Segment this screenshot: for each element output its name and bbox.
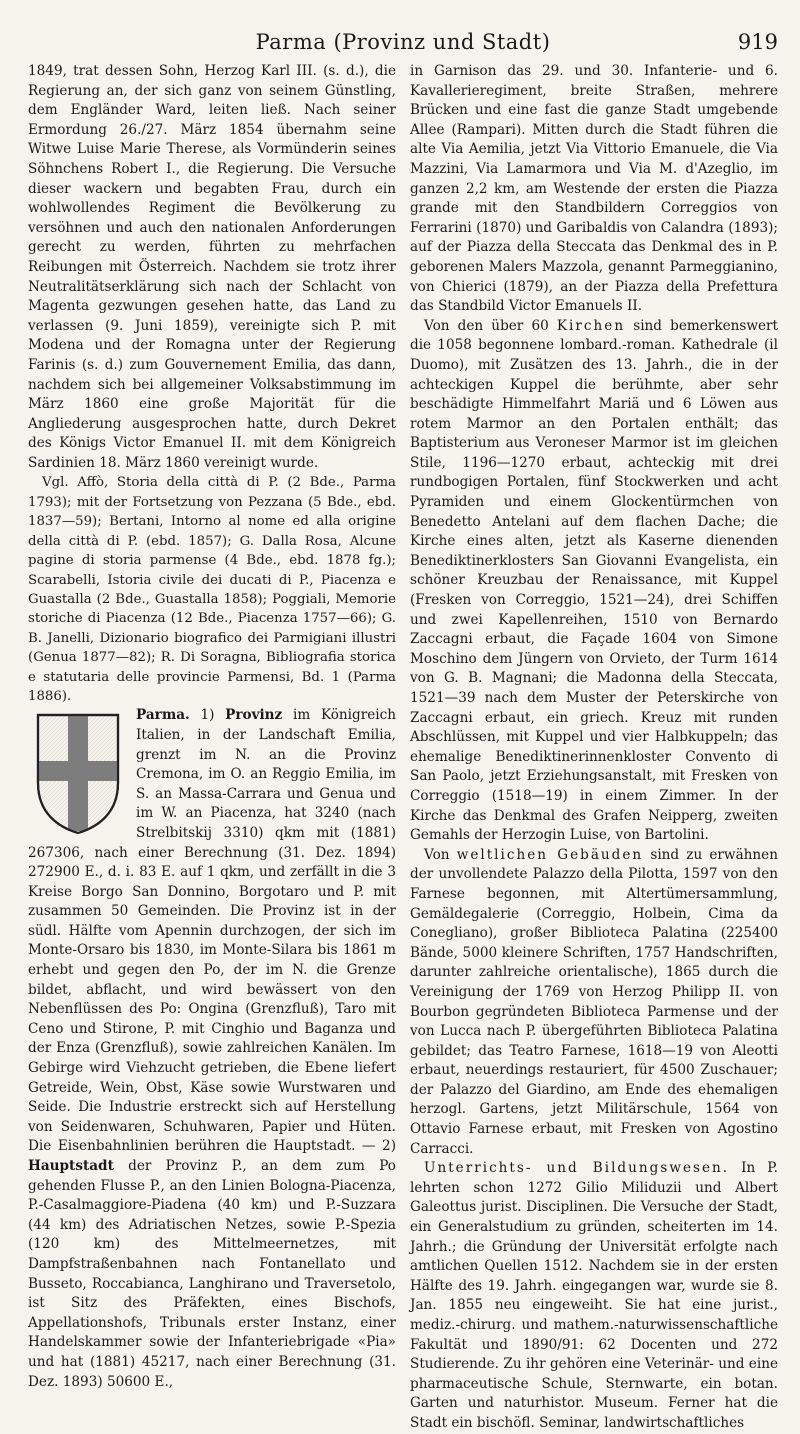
bibliography-paragraph: Vgl. Affò, Storia della città di P. (2 Bde., Parma 1793); mit der Fortsetzung von Pezzana (5 Bde., ebd. 1837—59); Bertani, Intorno al nome ed alla origine della città di P. (ebd. 1857); G. Dalla Rosa, Alcune pagine di storia parmense (4 Bde., ebd. 1878 fg.); Scarabelli, Istoria civile dei ducati di P., Piacenza e Guastalla (2 Bde., Guastalla 1858); Poggiali, Memorie storiche di Piacenza (12 Bde., Piacenza 1757—66); G. B. Janelli, Dizionario biografico dei Parmigiani illustri (Genua 1877—82); R. Di Soragna, Bibliografia storica e statutaria delle provincie Parmensi, Bd. 1 (Parma 1886). bbox=[28, 475, 396, 704]
education-paragraph: Unterrichts- und Bildungswesen. In P. lehrten schon 1272 Gilio Miliduzii und Albert Galeottus jurist. Disciplinen. Die Versuche der Stadt, ein Generalstudium zu gründen, scheiterten im 14. Jahrh.; die Gründung der Universität erfolgte nach amtlichen Quellen 1512. Nachdem sie in der ersten Hälfte des 19. Jahrh. eingegangen war, wurde sie 8. Jan. 1855 neu eingeweiht. Sie hat eine jurist., mediz.-chirurg. und mathem.-naturwissenschaftliche Fakultät und 1890/91: 62 Docenten und 272 Studierende. Zu ihr gehören eine Veterinär- und eine pharmaceutische Schule, Sternwarte, ein botan. Garten und naturhistor. Museum. Ferner hat die Stadt ein bischöfl. Seminar, landwirtschaftliches bbox=[410, 1160, 778, 1431]
running-title: Parma (Provinz und Stadt) bbox=[255, 30, 551, 54]
provinz-subhead: Provinz bbox=[225, 707, 283, 724]
page-header bbox=[28, 18, 778, 58]
page-number: 919 bbox=[737, 30, 778, 54]
churches-paragraph: Von den über 60 Kirchen sind bemerkenswert die 1058 begonnene lombard.-roman. Kathedrale (il Duomo), mit Zusätzen des 13. Jahrh., die in der achteckigen Kuppel die berühmte, aber sehr beschädigte Himmelfahrt Mariä und 6 Löwen aus rotem Marmor an den Portalen enthält; das Baptisterium aus Veroneser Marmor ist im gleichen Stile, 1196—1270 erbaut, achteckig mit drei rundbogigen Portalen, fünf Stockwerken und acht Pyramiden und einem Glockentürmchen von Benedetto Antelani auf dem flachen Dache; die Kirche eines alten, jetzt als Kaserne dienenden Benediktinerklosters San Giovanni Evangelista, ein schöner Kreuzbau der Renaissance, mit Kuppel (Fresken von Correggio, 1521—24), drei Schiffen und zwei Kapellenreihen, 1510 von Bernardo Zaccagni erbaut, die Façade 1604 von Simone Moschino dem Jüngern von Orvieto, der Turm 1614 von G. B. Magnani; die Madonna della Steccata, 1521—39 nach dem Muster der Peterskirche von Zaccagni erbaut, ein griech. Kreuz mit runden Abschlüssen, mit Kuppel und vier Halbkuppeln; das ehemalige Benediktinerinnenkloster Convento di San Paolo, jetzt Erziehungsanstalt, mit Fresken von Correggio (1518—19) in einem Zimmer. In der Kirche das Denkmal des Grafen Neipperg, zweiten Gemahls der Herzogin Luise, von Bartolini. bbox=[410, 317, 778, 844]
provinz-text: im Königreich Italien, in der Landschaft Emilia, grenzt im N. an die Provinz Cremona, im O. an Reggio Emilia, im S. an Massa-Carrara und Genua und im W. an Piacenza, hat 3240 (nach Strelbitskij 3310) qkm mit (1881) 267306, nach einer Berechnung (31. Dez. 1894) 272900 E., d. i. 83 E. auf 1 qkm, und zerfällt in die 3 Kreise Borgo San Donnino, Borgotaro und P. mit zusammen 50 Gemeinden. Die Provinz ist in der südl. Hälfte vom Apennin durchzogen, der sich im Monte-Orsaro bis 1830, im Monte-Silara bis 1861 m erhebt und gegen den Po, der im N. die Grenze bildet, abflacht, und wird bewässert von den Nebenflüssen des Po: Ongina (Grenzfluß), Taro mit Ceno und Stirone, P. mit Cinghio und Baganza und der Enza (Grenzfluß), sowie zahlreichen Kanälen. Im Gebirge wird Viehzucht getrieben, die Ebene liefert Getreide, Wein, Obst, Käse sowie Wurstwaren und Seide. Die Industrie erstreckt sich auf Herstellung von Seidenwaren, Schuhwaren, Papier und Hüten. Die Eisenbahnlinien berühren die Hauptstadt. — 2) bbox=[28, 707, 396, 1155]
gebaeude-subhead: weltlichen Gebäuden bbox=[456, 846, 644, 863]
unterricht-subhead: Unterrichts- und Bildungswesen. bbox=[424, 1160, 730, 1177]
entry-provinz-paragraph bbox=[28, 706, 396, 1392]
left-column bbox=[28, 62, 396, 1392]
crest-figure bbox=[28, 709, 128, 837]
hauptstadt-subhead: Hauptstadt bbox=[28, 1158, 114, 1174]
garrison-paragraph: in Garnison das 29. und 30. Infanterie- und 6. Kavallerieregiment, breite Straßen, mehrere Brücken und eine fast die ganze Stadt umgebende Allee (Rampari). Mitten durch die Stadt führen die alte Via Aemilia, jetzt Via Vittorio Emanuele, die Via Mazzini, Via Lamarmora und Via M. d'Azeglio, im ganzen 2,2 km, am Westende der ersten die Piazza grande mit den Standbildern Correggios von Ferrarini (1870) und Garibaldis von Calandra (1893); auf der Piazza della Steccata das Denkmal des in P. geborenen Malers Mazzola, genannt Parmeggianino, von Chierici (1879), an der Piazza della Prefettura das Standbild Victor Emanuels II. bbox=[410, 63, 778, 315]
hauptstadt-text: der Provinz P., an dem zum Po gehenden Flusse P., an den Linien Bologna-Piacenza, P.-Casalmaggiore-Piadena (40 km) und P.-Suzzara (44 km) des Adriatischen Netzes, sowie P.-Spezia (120 km) des Mittelmeernetzes, mit Dampfstraßenbahnen nach Fontanellato und Busseto, Roccabianca, Langhirano und Traversetolo, ist Sitz des Präfekten, eines Bischofs, Appellationshofs, Tribunals erster Instanz, einer Handelskammer sowie der Infanteriebrigade «Pia» und hat (1881) 45217, nach einer Berechnung (31. Dez. 1893) 50600 E., bbox=[28, 1158, 396, 1390]
entry-number-1: 1) bbox=[200, 707, 226, 724]
buildings-paragraph: Von weltlichen Gebäuden sind zu erwähnen der unvollendete Palazzo della Pilotta, 1597 von den Farnese begonnen, mit Altertümersammlung, Gemäldegalerie (Correggio, Holbein, Cima da Conegliano), großer Biblioteca Palatina (225400 Bände, 5000 kleinere Schriften, 1757 Handschriften, darunter zahlreiche orientalische), 1865 durch die Vereinigung der 1769 von Herzog Philipp II. von Bourbon gegründeten Biblioteca Parmense und der von Lucca nach P. übergeführten Biblioteca Palatina gebildet; das Teatro Farnese, 1618—19 von Aleotti erbaut, neuerdings restauriert, für 4500 Zuschauer; der Palazzo del Giardino, am Ende des ehemaligen herzogl. Gartens, jetzt Militärschule, 1564 von Ottavio Farnese erbaut, mit Fresken von Agostino Carracci. bbox=[410, 846, 778, 1157]
parma-coat-of-arms-icon bbox=[28, 709, 128, 837]
kirchen-subhead: Kirchen bbox=[556, 317, 626, 334]
history-paragraph: 1849, trat dessen Sohn, Herzog Karl III. (s. d.), die Regierung an, der sich ganz von seinem Günstling, dem Engländer Ward, leiten ließ. Nach seiner Ermordung 26./27. März 1854 übernahm seine Witwe Luise Marie Therese, als Vormünderin seines Söhnchens Robert I., die Regierung. Die Versuche dieser wackern und begabten Frau, durch ein wohlwollendes Regiment die Bevölkerung zu versöhnen und auch den nationalen Anforderungen gerecht zu werden, führten zu mehrfachen Reibungen mit Österreich. Nachdem sie trotz ihrer Neutralitätserklärung sich nach der Schlacht von Magenta gezwungen gesehen hatte, das Land zu verlassen (9. Juni 1859), vereinigte sich P. mit Modena und der Romagna unter der Regierung Farinis (s. d.) zum Gouvernement Emilia, das dann, nachdem sich bei allgemeiner Volksabstimmung im März 1860 eine große Majorität für die Angliederung ausgesprochen hatte, durch Dekret des Königs Victor Emanuel II. mit dem Königreich Sardinien 18. März 1860 vereinigt wurde. bbox=[28, 63, 396, 471]
right-column bbox=[410, 62, 778, 1434]
entry-headword: Parma. bbox=[136, 707, 190, 724]
